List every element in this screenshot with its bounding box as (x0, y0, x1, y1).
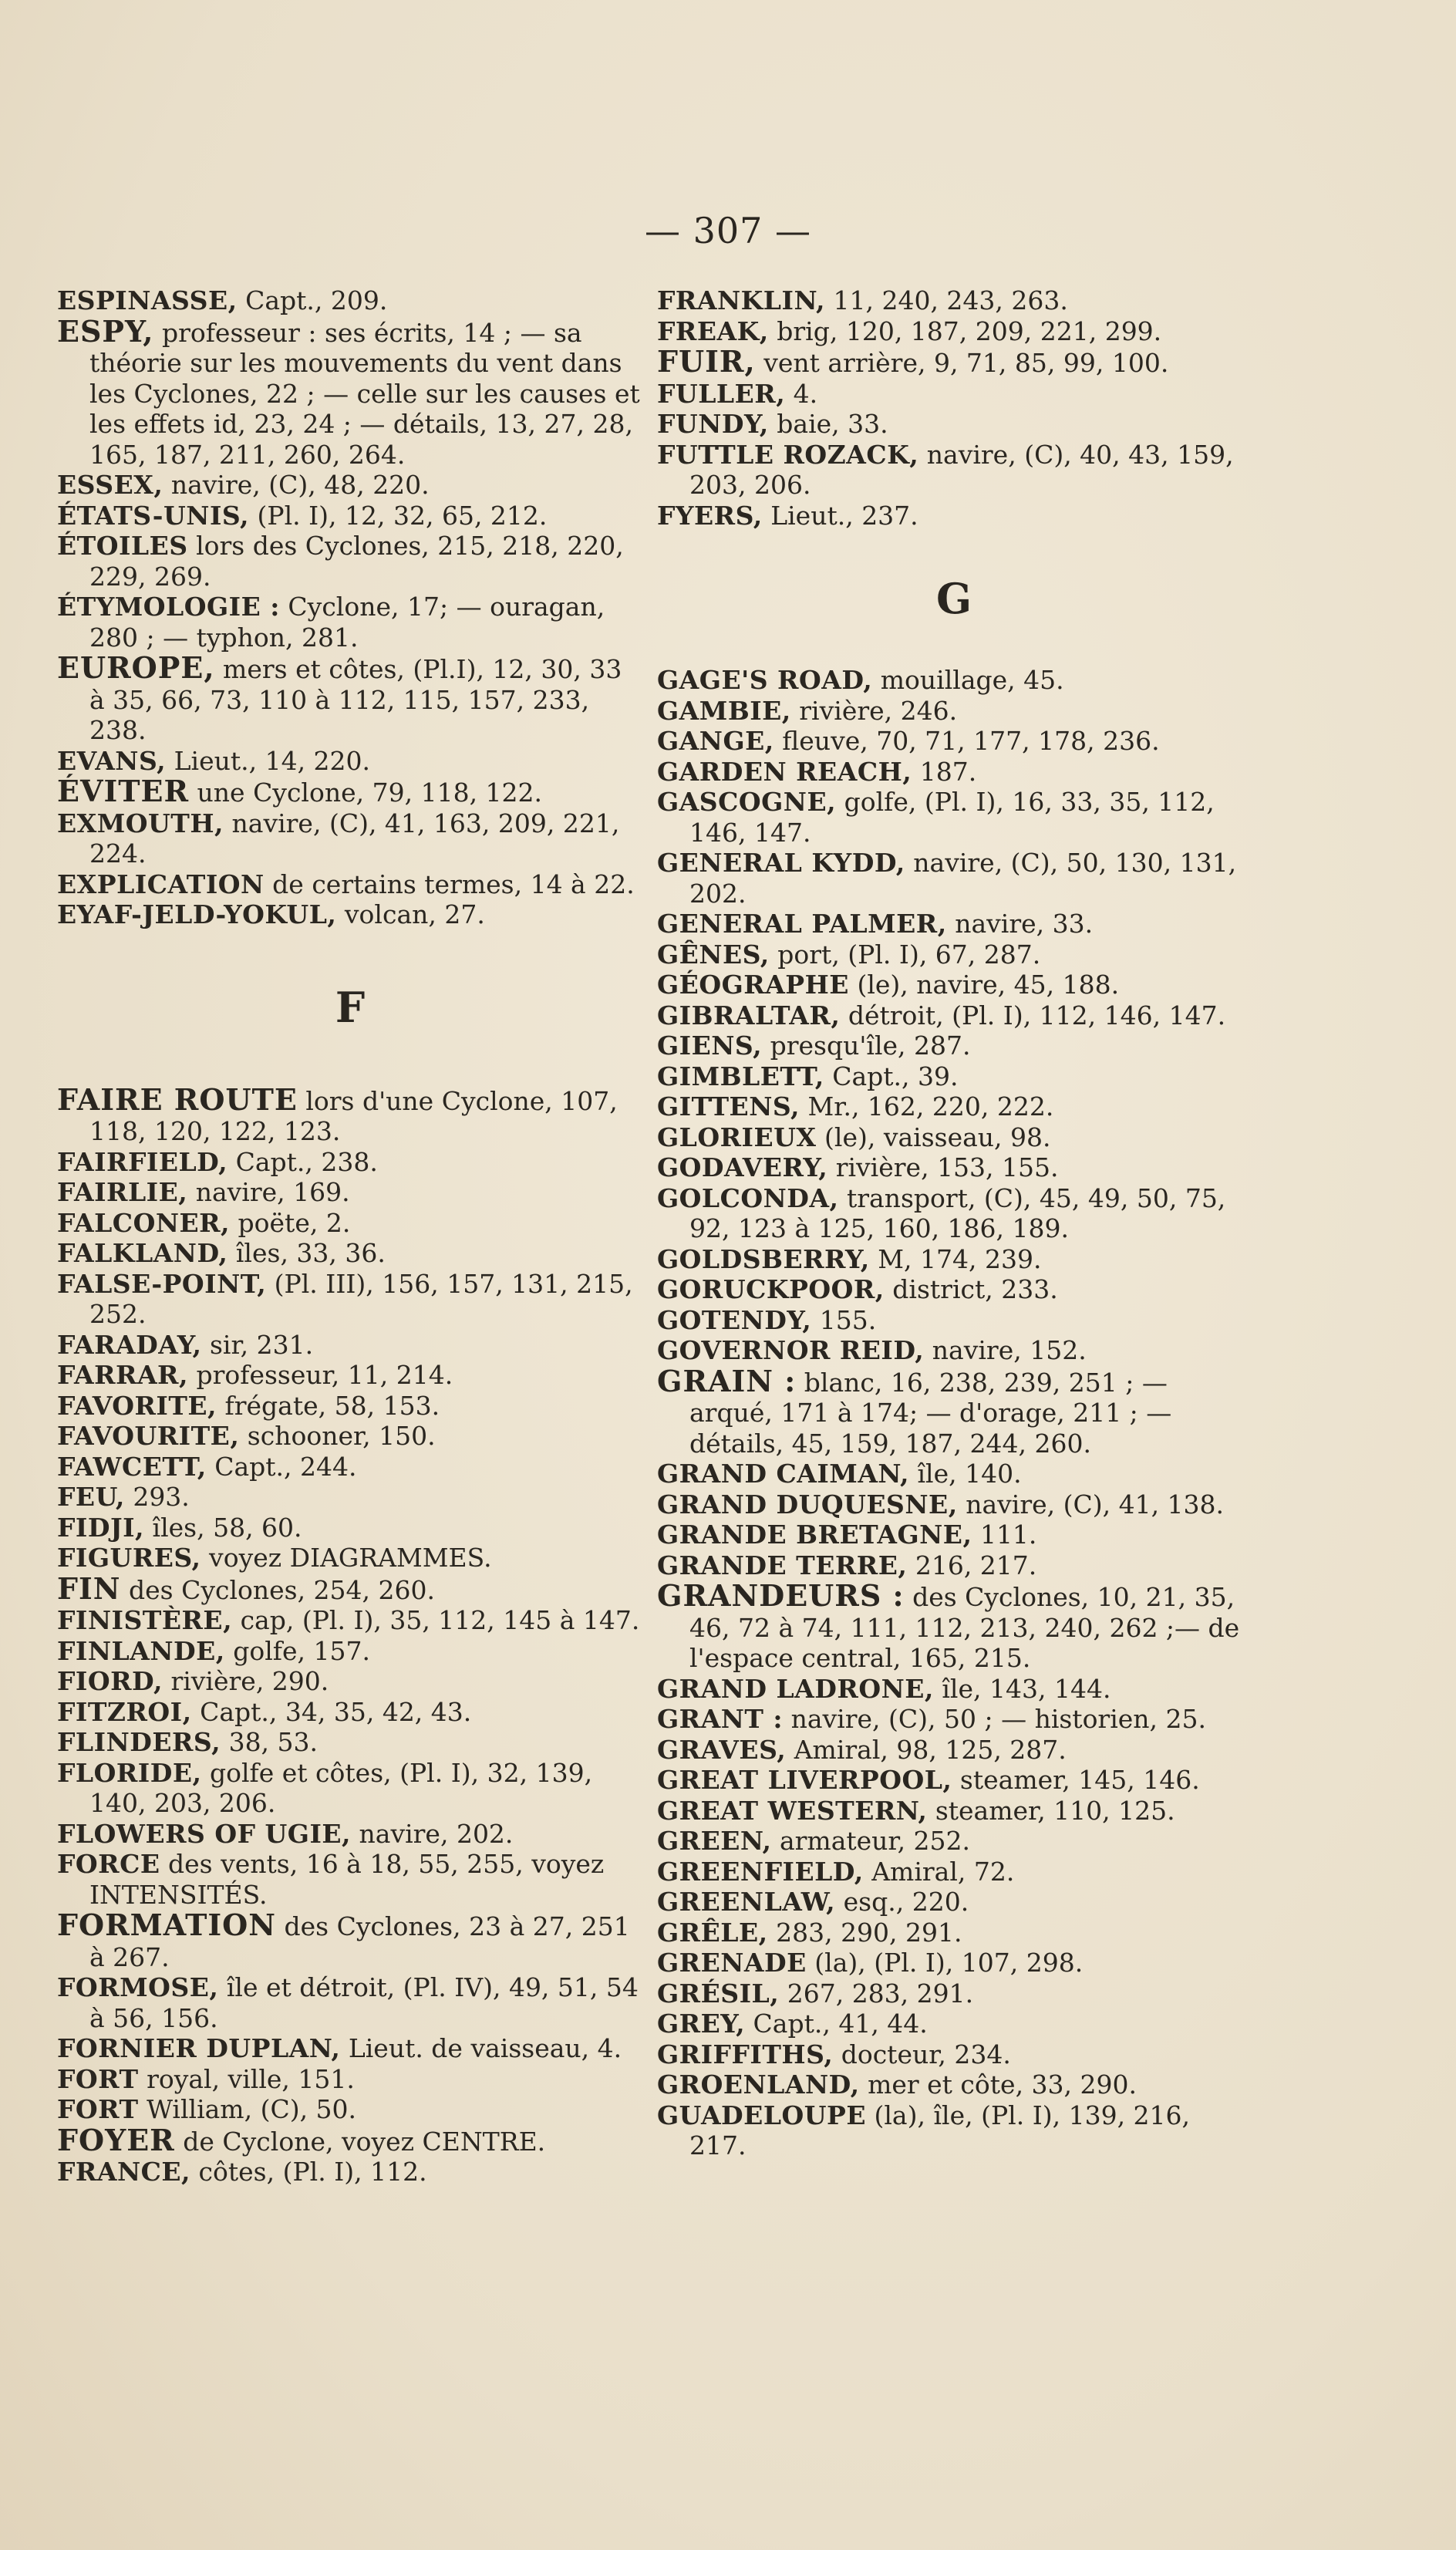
entry-references: Capt., 238. (228, 1146, 378, 1177)
index-entry (657, 409, 1251, 440)
index-entry (657, 1183, 1251, 1244)
entry-references: steamer, 145, 146. (952, 1765, 1200, 1795)
entry-headword: FORMATION (57, 1907, 277, 1942)
index-entry (57, 1238, 643, 1269)
entry-headword: GIBRALTAR, (657, 1000, 841, 1030)
entry-headword: GOTENDY, (657, 1304, 812, 1335)
index-entry (57, 313, 643, 471)
entry-headword: GRAVES, (657, 1734, 787, 1765)
entry-references: Capt., 41, 44. (745, 2009, 928, 2039)
entry-references: armateur, 252. (771, 1826, 971, 1856)
entry-references: navire, (C), 40, 43, 159, 203, 206. (689, 439, 1234, 500)
entry-references: William, (C), 50. (138, 2094, 357, 2124)
entry-headword: EXMOUTH, (57, 808, 224, 838)
index-entry (57, 746, 643, 777)
index-entry (57, 1421, 643, 1452)
index-entry (657, 285, 1251, 316)
left-entries-2 (57, 1081, 643, 2187)
index-entry (57, 1081, 643, 1147)
entry-headword: GREENLAW, (657, 1887, 836, 1917)
entry-headword: FINISTÈRE, (57, 1605, 233, 1635)
entry-headword: GUADELOUPE (657, 2100, 867, 2130)
index-entry (657, 501, 1251, 531)
entry-headword: GOLCONDA, (657, 1182, 839, 1213)
entry-headword: ESPY, (57, 313, 154, 349)
entry-references: docteur, 234. (833, 2039, 1011, 2069)
index-entry (57, 1330, 643, 1361)
entry-references: mers et côtes, (Pl.I), 12, 30, 33 à 35, 66, 73, 110 à 112, 115, 157, 233, 238. (89, 654, 622, 745)
index-entry (57, 1482, 643, 1513)
entry-references: 4. (785, 378, 818, 409)
index-entry (57, 2094, 643, 2125)
entry-headword: GANGE, (657, 726, 774, 756)
entry-references: presqu'île, 287. (762, 1030, 971, 1061)
entry-references: Capt., 244. (206, 1451, 357, 1482)
entry-references: Lieut., 237. (762, 500, 918, 531)
right-entries-1 (657, 285, 1251, 531)
entry-headword: FEU, (57, 1482, 125, 1512)
entry-headword: FRANKLIN, (657, 285, 825, 315)
entry-headword: FALKLAND, (57, 1238, 228, 1268)
index-entry (57, 1697, 643, 1728)
entry-references: Capt., 209. (237, 285, 388, 315)
entry-headword: FLOWERS OF UGIE, (57, 1818, 352, 1849)
page-number: — 307 — (644, 210, 812, 251)
entry-references: port, (Pl. I), 67, 287. (769, 939, 1041, 970)
entry-references: Lieut. de vaisseau, 4. (340, 2033, 622, 2063)
entry-headword: EVANS, (57, 745, 167, 776)
entry-headword: GÊNES, (657, 939, 770, 970)
entry-references: rivière, 246. (790, 695, 958, 726)
entry-headword: EXPLICATION (57, 869, 265, 899)
entry-references: professeur : ses écrits, 14 ; — sa théorie sur les mouvements du vent dans les Cyclones, 22 ; — celle sur les causes et les effets id, 23, 24 ; — détails, 13, 27, 28, 165, 187, 211, 260, 264. (89, 317, 640, 470)
index-entry (57, 1605, 643, 1636)
entry-references: M, 174, 239. (869, 1243, 1042, 1274)
index-entry (57, 1360, 643, 1391)
entry-references: îles, 33, 36. (228, 1238, 386, 1268)
entry-headword: FAIRFIELD, (57, 1146, 228, 1177)
entry-headword: GRAND CAIMAN, (657, 1459, 909, 1489)
index-entry (57, 1570, 643, 1606)
entry-references: des vents, 16 à 18, 55, 255, voyez INTENSITÉS. (89, 1849, 605, 1910)
entry-headword: FULLER, (657, 378, 786, 409)
index-entry (57, 2122, 643, 2157)
entry-references: Capt., 39. (824, 1061, 959, 1091)
entry-references: navire, 152. (924, 1335, 1087, 1365)
index-entry (657, 1580, 1251, 1674)
entry-references: 111. (972, 1520, 1037, 1550)
index-entry (657, 970, 1251, 1000)
entry-references: blanc, 16, 238, 239, 251 ; — arqué, 171 à 174; — d'orage, 211 ; — détails, 45, 159, 187, 244, 260. (689, 1367, 1172, 1459)
entry-headword: GITTENS, (657, 1091, 800, 1122)
entry-references: lors d'une Cyclone, 107, 118, 120, 122, 123. (89, 1085, 618, 1146)
entry-headword: GREAT WESTERN, (657, 1795, 928, 1826)
entry-references: détroit, (Pl. I), 112, 146, 147. (840, 1000, 1226, 1030)
entry-references: Amiral, 98, 125, 287. (786, 1734, 1067, 1765)
index-entry (657, 379, 1251, 410)
entry-headword: GROENLAND, (657, 2069, 860, 2100)
index-entry (657, 1363, 1251, 1459)
index-entry (657, 787, 1251, 848)
entry-references: frégate, 58, 153. (217, 1390, 440, 1421)
entry-references: côtes, (Pl. I), 112. (190, 2157, 427, 2187)
entry-headword: GENERAL PALMER, (657, 909, 947, 939)
entry-references: Amiral, 72. (863, 1856, 1015, 1887)
index-entry (57, 285, 643, 316)
index-entry (657, 440, 1251, 501)
entry-references: 155. (811, 1304, 877, 1335)
entry-headword: GRAND DUQUESNE, (657, 1489, 958, 1520)
entry-references: navire, (C), 41, 163, 209, 221, 224. (89, 808, 620, 869)
index-entry (57, 531, 643, 592)
entry-headword: EYAF-JELD-YOKUL, (57, 899, 337, 929)
entry-headword: FAIRE ROUTE (57, 1081, 298, 1117)
section-letter-f: F (335, 982, 366, 1032)
index-entry (657, 1000, 1251, 1031)
entry-references: 11, 240, 243, 263. (825, 285, 1068, 315)
entry-headword: FAIRLIE, (57, 1177, 188, 1207)
entry-references: navire, (C), 50, 130, 131, 202. (689, 848, 1237, 909)
entry-references: île, 140. (908, 1459, 1022, 1489)
entry-headword: GASCOGNE, (657, 787, 837, 817)
entry-references: Mr., 162, 220, 222. (800, 1091, 1054, 1122)
index-entry (57, 808, 643, 869)
entry-references: (le), navire, 45, 188. (848, 970, 1120, 1000)
index-entry (657, 1704, 1251, 1735)
entry-headword: GRAIN : (657, 1363, 797, 1398)
index-entry (657, 1152, 1251, 1183)
entry-headword: GREAT LIVERPOOL, (657, 1765, 952, 1795)
entry-references: sir, 231. (201, 1329, 314, 1360)
entry-references: district, 233. (884, 1274, 1058, 1304)
entry-headword: FAWCETT, (57, 1451, 207, 1482)
entry-headword: GRENADE (657, 1948, 807, 1978)
entry-headword: FORT (57, 2094, 139, 2124)
index-entry (57, 1819, 643, 1850)
entry-headword: FAVOURITE, (57, 1421, 240, 1451)
entry-references: Capt., 34, 35, 42, 43. (191, 1696, 472, 1727)
entry-references: rivière, 290. (162, 1666, 329, 1696)
entry-headword: GORUCKPOOR, (657, 1274, 885, 1304)
index-entry (57, 1147, 643, 1178)
entry-headword: FALCONER, (57, 1207, 231, 1238)
entry-references: baie, 33. (768, 409, 888, 439)
entry-headword: FUNDY, (657, 409, 769, 439)
index-entry (657, 757, 1251, 788)
entry-headword: FALSE-POINT, (57, 1268, 267, 1299)
entry-headword: GRANDEURS : (657, 1578, 905, 1613)
entry-references: navire, (C), 48, 220. (163, 470, 430, 500)
entry-references: des Cyclones, 10, 21, 35, 46, 72 à 74, 111, 112, 213, 240, 262 ;— de l'espace central, 165, 215. (689, 1582, 1240, 1673)
entry-references: (le), vaisseau, 98. (816, 1122, 1051, 1152)
index-entry (657, 1826, 1251, 1857)
index-entry (657, 1305, 1251, 1336)
entry-references: navire, (C), 50 ; — historien, 25. (783, 1704, 1207, 1734)
entry-references: île et détroit, (Pl. IV), 49, 51, 54 à 56, 156. (89, 1972, 639, 2033)
index-entry (657, 1857, 1251, 1887)
index-entry (657, 1030, 1251, 1061)
entry-headword: FORNIER DUPLAN, (57, 2033, 341, 2063)
entry-headword: GRÉSIL, (657, 1978, 780, 2009)
entry-headword: FOYER (57, 2122, 175, 2157)
entry-references: navire, 33. (946, 909, 1094, 939)
entry-headword: GRANDE BRETAGNE, (657, 1520, 972, 1550)
index-entry (657, 909, 1251, 939)
entry-headword: ÉTOILES (57, 531, 188, 561)
right-column (657, 285, 1251, 2161)
entry-headword: FLORIDE, (57, 1757, 202, 1788)
index-entry (57, 592, 643, 653)
index-entry (657, 1520, 1251, 1550)
entry-references: schooner, 150. (239, 1421, 436, 1451)
entry-references: transport, (C), 45, 49, 50, 75, 92, 123 à 125, 160, 186, 189. (689, 1182, 1226, 1243)
index-entry (57, 1907, 643, 1972)
entry-headword: GRANDE TERRE, (657, 1550, 908, 1580)
index-entry (657, 1948, 1251, 1978)
index-entry (57, 1758, 643, 1819)
entry-references: lors des Cyclones, 215, 218, 220, 229, 269. (89, 531, 624, 592)
entry-headword: GÉOGRAPHE (657, 970, 849, 1000)
index-entry (57, 869, 643, 900)
index-entry (657, 2009, 1251, 2039)
index-entry (57, 1513, 643, 1543)
entry-references: poëte, 2. (230, 1207, 351, 1238)
entry-headword: GREEN, (657, 1826, 772, 1856)
index-entry (657, 665, 1251, 696)
entry-headword: GRAND LADRONE, (657, 1673, 934, 1704)
entry-references: de certains termes, 14 à 22. (264, 869, 635, 899)
entry-headword: GLORIEUX (657, 1122, 817, 1152)
entry-references: Lieut., 14, 220. (166, 745, 371, 776)
entry-references: fleuve, 70, 71, 177, 178, 236. (774, 726, 1160, 756)
entry-references: cap, (Pl. I), 35, 112, 145 à 147. (232, 1605, 640, 1635)
entry-references: vent arrière, 9, 71, 85, 99, 100. (755, 348, 1169, 378)
entry-headword: FORCE (57, 1849, 160, 1879)
entry-headword: ESPINASSE, (57, 285, 238, 315)
entry-headword: ESSEX, (57, 470, 163, 500)
left-column (57, 285, 643, 2187)
entry-references: navire, 202. (351, 1818, 514, 1849)
entry-headword: FAVORITE, (57, 1390, 217, 1421)
index-entry (57, 2033, 643, 2064)
entry-headword: GIMBLETT, (657, 1061, 824, 1091)
entry-references: 267, 283, 291. (779, 1978, 974, 2009)
index-entry (657, 726, 1251, 757)
index-entry (57, 1849, 643, 1910)
index-entry (657, 1274, 1251, 1305)
index-entry (657, 939, 1251, 970)
index-entry (657, 2069, 1251, 2100)
index-entry (657, 2100, 1251, 2161)
index-entry (657, 1765, 1251, 1796)
entry-headword: GRÊLE, (657, 1917, 768, 1948)
entry-references: golfe, (Pl. I), 16, 33, 35, 112, 146, 147. (689, 787, 1215, 848)
entry-headword: ÉTYMOLOGIE : (57, 592, 280, 622)
entry-headword: GENERAL KYDD, (657, 848, 905, 878)
index-entry (657, 1122, 1251, 1153)
entry-headword: FYERS, (657, 500, 763, 531)
entry-references: des Cyclones, 23 à 27, 251 à 267. (89, 1911, 630, 1972)
entry-headword: GRIFFITHS, (657, 2039, 834, 2069)
index-entry (657, 1335, 1251, 1366)
index-entry (57, 2157, 643, 2187)
entry-headword: ÉTATS-UNIS, (57, 500, 250, 531)
entry-references: une Cyclone, 79, 118, 122. (189, 777, 543, 808)
left-entries-1 (57, 285, 643, 930)
entry-headword: FIORD, (57, 1666, 163, 1696)
index-entry (657, 1735, 1251, 1766)
entry-references: navire, (C), 41, 138. (957, 1489, 1225, 1520)
index-entry (57, 1666, 643, 1697)
index-entry (657, 1887, 1251, 1918)
entry-headword: FREAK, (657, 315, 769, 346)
index-entry (57, 501, 643, 531)
index-entry (657, 346, 1251, 379)
entry-headword: GIENS, (657, 1030, 763, 1061)
entry-headword: GAGE'S ROAD, (657, 665, 873, 695)
entry-references: golfe et côtes, (Pl. I), 32, 139, 140, 203, 206. (89, 1757, 593, 1818)
entry-headword: GREENFIELD, (657, 1856, 864, 1887)
index-entry (57, 1543, 643, 1574)
entry-headword: ÉVITER (57, 774, 190, 808)
entry-headword: FORT (57, 2063, 139, 2094)
entry-references: volcan, 27. (336, 899, 485, 929)
entry-headword: GOVERNOR REID, (657, 1335, 925, 1365)
entry-headword: GODAVERY, (657, 1152, 828, 1182)
index-entry (657, 1918, 1251, 1948)
index-entry (57, 899, 643, 930)
entry-references: esq., 220. (835, 1887, 969, 1917)
entry-references: de Cyclone, voyez CENTRE. (174, 2126, 546, 2157)
index-entry (57, 1208, 643, 1239)
entry-references: mouillage, 45. (872, 665, 1064, 695)
entry-references: professeur, 11, 214. (187, 1360, 453, 1390)
entry-headword: FIN (57, 1570, 121, 1606)
index-entry (657, 848, 1251, 909)
entry-headword: EUROPE, (57, 650, 215, 685)
index-entry (657, 1796, 1251, 1826)
entry-references: 283, 290, 291. (767, 1917, 962, 1948)
entry-headword: FARADAY, (57, 1329, 202, 1360)
entry-references: steamer, 110, 125. (927, 1795, 1175, 1826)
index-entry (657, 1674, 1251, 1705)
index-entry (657, 1459, 1251, 1489)
entry-headword: FUTTLE ROZACK, (657, 439, 919, 470)
entry-headword: FARRAR, (57, 1360, 188, 1390)
entry-references: voyez DIAGRAMMES. (201, 1543, 492, 1573)
right-entries-2 (657, 665, 1251, 2161)
entry-references: royal, ville, 151. (138, 2063, 355, 2094)
index-entry (657, 1550, 1251, 1581)
entry-headword: FUIR, (657, 344, 756, 379)
entry-references: (Pl. I), 12, 32, 65, 212. (249, 500, 548, 531)
entry-references: île, 143, 144. (933, 1673, 1111, 1704)
index-entry (657, 1489, 1251, 1520)
index-entry (657, 1978, 1251, 2009)
entry-headword: GREY, (657, 2009, 746, 2039)
index-entry (57, 1452, 643, 1482)
index-entry (57, 650, 643, 746)
index-entry (657, 316, 1251, 347)
entry-references: golfe, 157. (224, 1635, 371, 1666)
entry-headword: FRANCE, (57, 2157, 191, 2187)
index-entry (657, 696, 1251, 727)
index-entry (57, 2064, 643, 2095)
index-entry (657, 2039, 1251, 2070)
index-entry (57, 1177, 643, 1208)
index-entry (57, 776, 643, 808)
entry-references: rivière, 153, 155. (827, 1152, 1059, 1182)
entry-headword: FITZROI, (57, 1696, 192, 1727)
entry-headword: GAMBIE, (657, 695, 791, 726)
entry-headword: FLINDERS, (57, 1727, 221, 1757)
entry-references: des Cyclones, 254, 260. (120, 1574, 436, 1605)
entry-references: 293. (124, 1482, 190, 1512)
entry-headword: FIDJI, (57, 1512, 145, 1543)
entry-references: îles, 58, 60. (144, 1512, 302, 1543)
entry-headword: FIGURES, (57, 1543, 201, 1573)
entry-references: (Pl. III), 156, 157, 131, 215, 252. (89, 1268, 633, 1329)
entry-references: brig, 120, 187, 209, 221, 299. (768, 315, 1162, 346)
entry-headword: FORMOSE, (57, 1972, 219, 2002)
entry-references: 216, 217. (907, 1550, 1037, 1580)
entry-references: Cyclone, 17; — ouragan, 280 ; — typhon, 281. (89, 592, 605, 653)
entry-references: mer et côte, 33, 290. (859, 2069, 1138, 2100)
section-letter-g: G (935, 574, 972, 623)
entry-headword: GRANT : (657, 1704, 784, 1734)
index-entry (57, 1269, 643, 1330)
entry-references: 187. (912, 756, 977, 787)
index-entry (57, 1636, 643, 1667)
entry-references: (la), île, (Pl. I), 139, 216, 217. (689, 2100, 1191, 2160)
entry-references: navire, 169. (187, 1177, 350, 1207)
entry-references: (la), (Pl. I), 107, 298. (806, 1948, 1084, 1978)
index-entry (57, 1727, 643, 1758)
entry-headword: GARDEN REACH, (657, 756, 912, 787)
index-entry (657, 1061, 1251, 1092)
index-entry (57, 1972, 643, 2033)
entry-references: 38, 53. (221, 1727, 318, 1757)
index-entry (57, 470, 643, 501)
index-entry (657, 1091, 1251, 1122)
index-entry (57, 1391, 643, 1422)
entry-headword: GOLDSBERRY, (657, 1243, 870, 1274)
index-entry (657, 1244, 1251, 1275)
entry-headword: FINLANDE, (57, 1635, 225, 1666)
